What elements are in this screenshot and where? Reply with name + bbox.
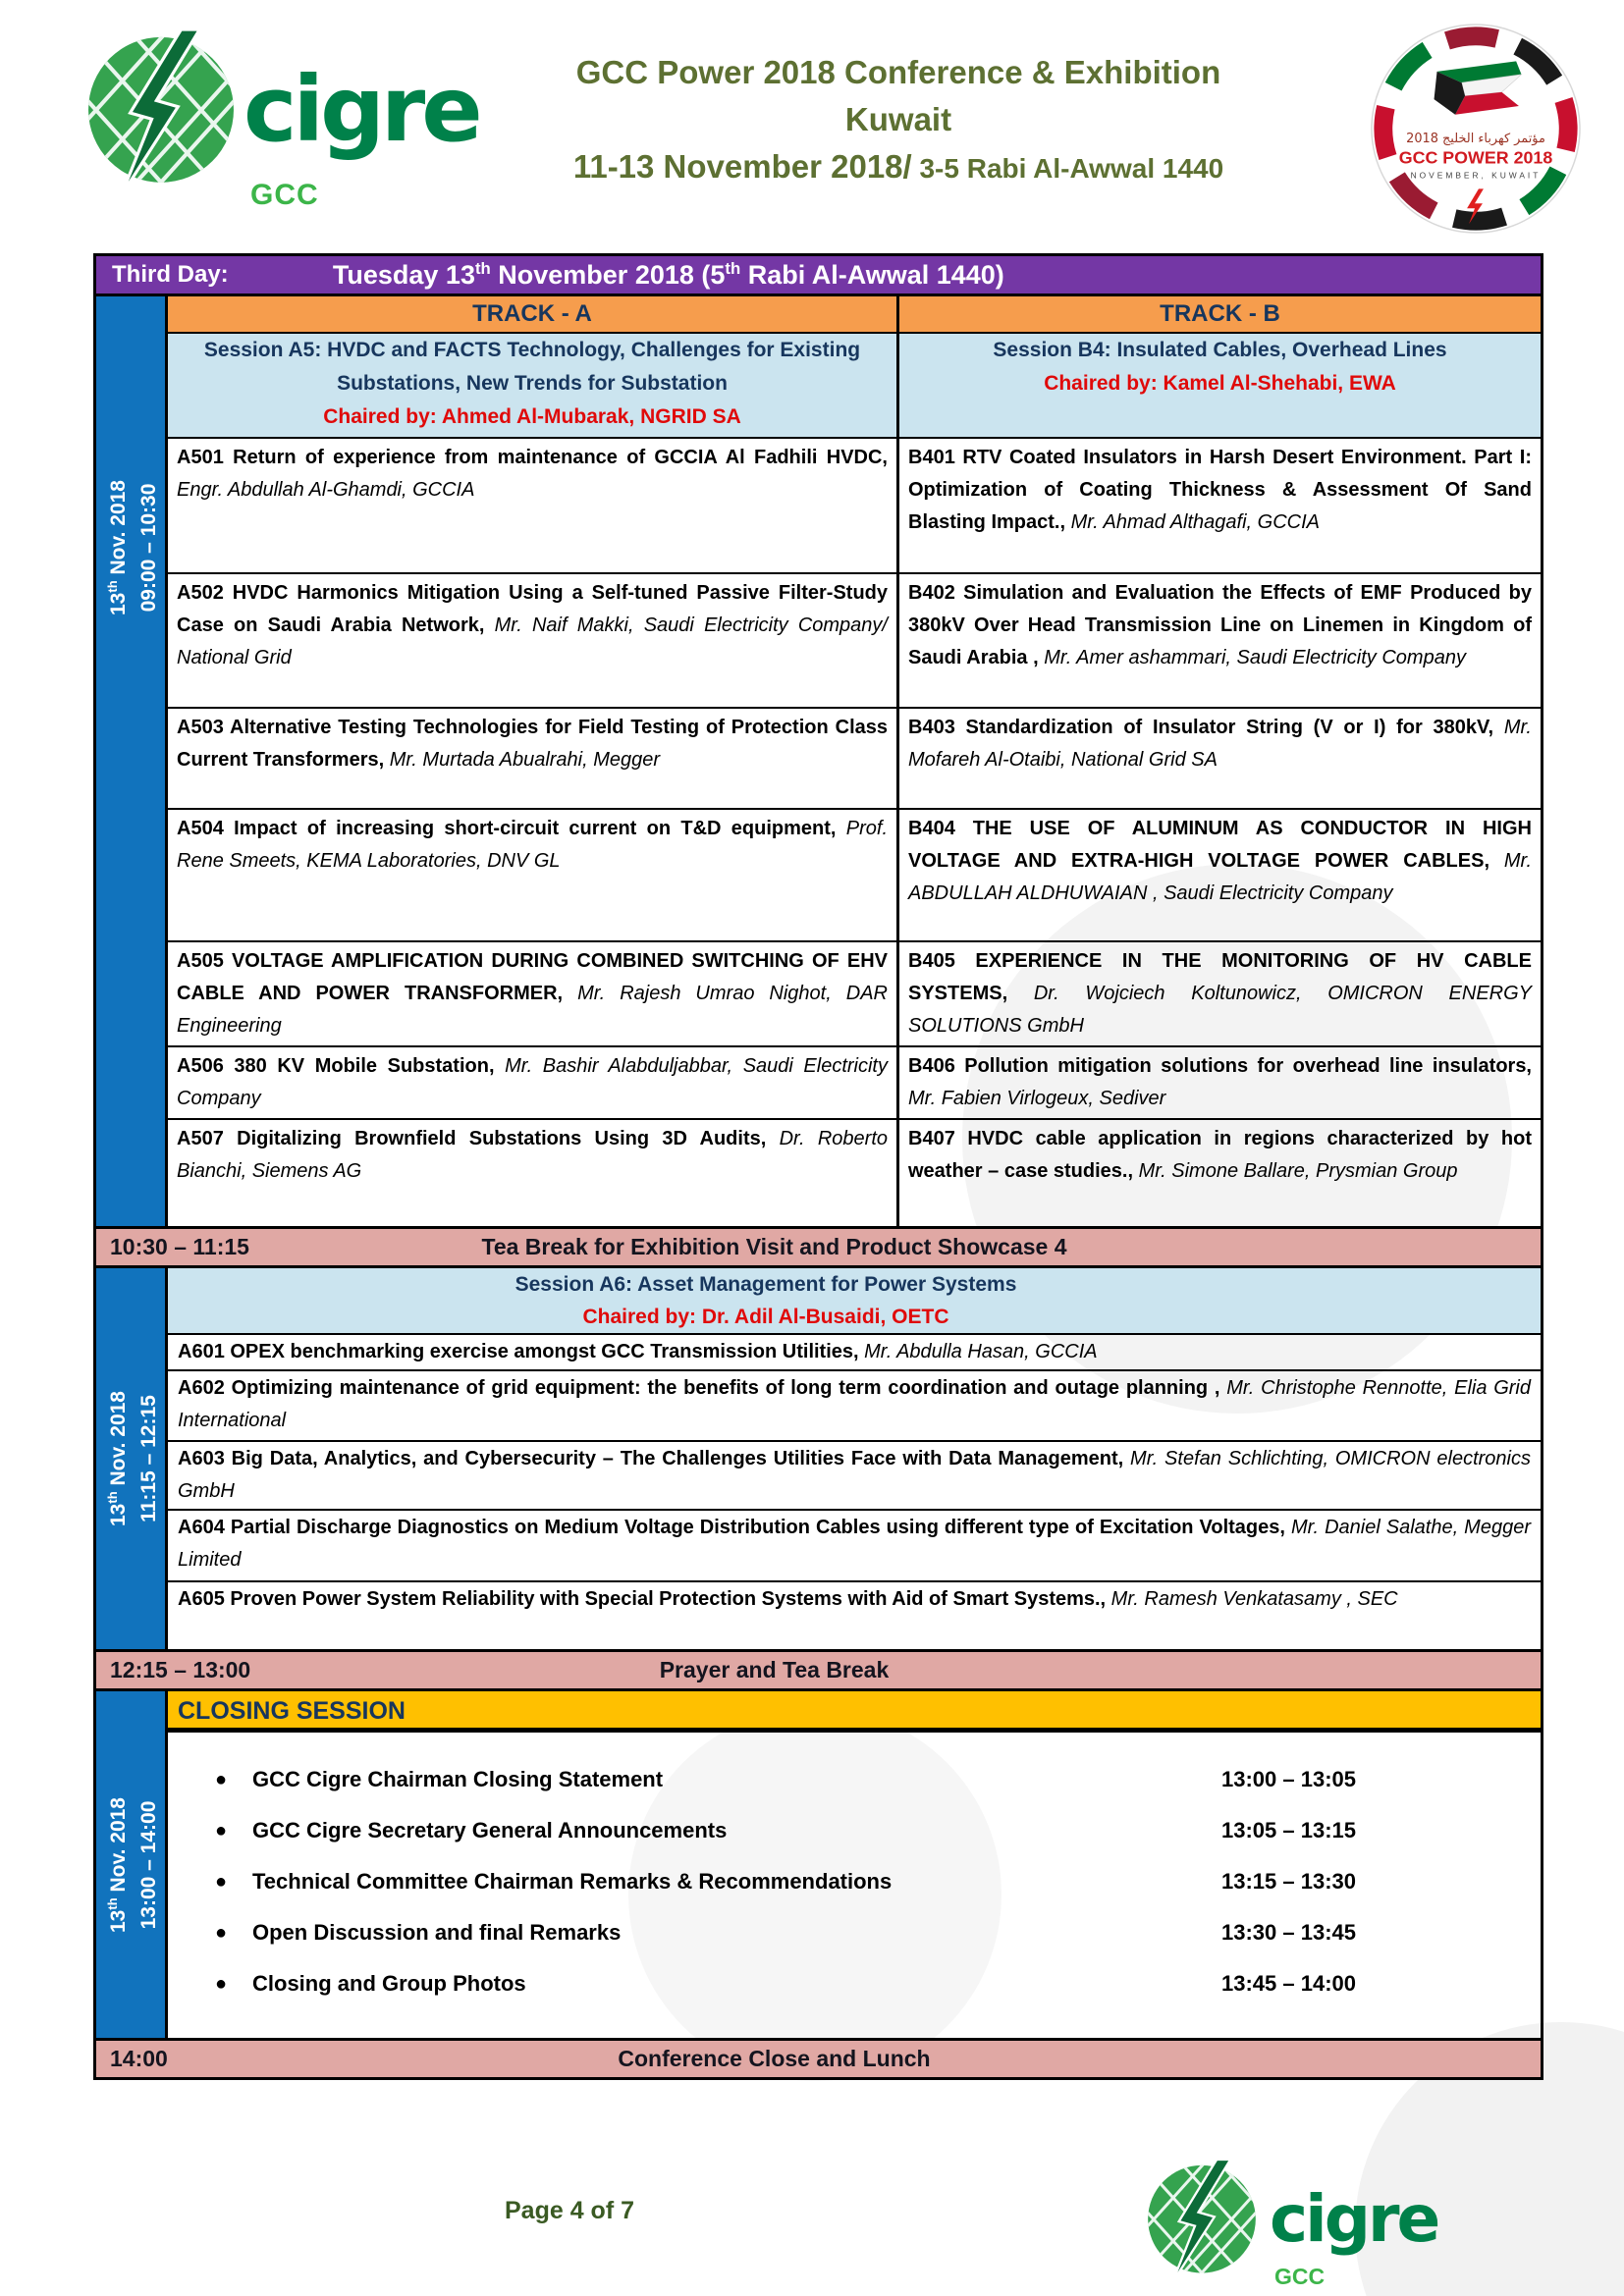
- morning-content: [168, 296, 1541, 1226]
- paper-speaker: Mr. Amer ashammari, Saudi Electricity Company: [1038, 647, 1466, 668]
- conference-dates: [476, 143, 1321, 192]
- closing-item-label: GCC Cigre Secretary General Announcements: [252, 1818, 728, 1842]
- session-b4-header: [899, 334, 1541, 437]
- paper-b404: [899, 810, 1541, 940]
- paper-speaker: Mr. Ahmad Althagafi, GCCIA: [1065, 511, 1321, 533]
- sidebar-date: 13th Nov. 2018: [105, 1391, 130, 1526]
- cigre-globe-icon: [83, 29, 239, 196]
- paper-a503: [168, 709, 899, 808]
- paper-a601: [168, 1333, 1541, 1369]
- break-time: 14:00: [110, 2046, 168, 2071]
- closing-item-label: Technical Committee Chairman Remarks & Recommendations: [252, 1869, 893, 1894]
- paper-speaker: Mr. Ramesh Venkatasamy , SEC: [1106, 1588, 1398, 1610]
- paper-title: B407 HVDC cable application in regions characterized by hot weather – case studies.,: [908, 1128, 1532, 1182]
- closing-item-time: 13:30 – 13:45: [1221, 1920, 1356, 1945]
- gregorian-dates: 11-13 November 2018/: [572, 148, 912, 185]
- paper-a506: [168, 1047, 899, 1118]
- conference-title: GCC Power 2018 Conference & Exhibition: [575, 54, 1221, 90]
- paper-speaker: Mr. Mofareh Al-Otaibi, National Grid SA: [908, 717, 1532, 771]
- paper-title: B405 EXPERIENCE IN THE MONITORING OF HV CABLE SYSTEMS,: [908, 950, 1532, 1004]
- bullet-icon: ●: [215, 1973, 228, 1995]
- break-label: Tea Break for Exhibition Visit and Product Showcase 4: [481, 1234, 1067, 1259]
- paper-title: A506 380 KV Mobile Substation,: [177, 1055, 495, 1077]
- schedule-table: [93, 253, 1543, 2080]
- bullet-icon: ●: [215, 1820, 228, 1842]
- paper-row: [168, 940, 1541, 1045]
- paper-speaker: Mr. Naif Makki, Saudi Electricity Company/ National Grid: [177, 614, 888, 668]
- page-title: [476, 49, 1321, 192]
- paper-speaker: Mr. Simone Ballare, Prysmian Group: [1133, 1160, 1458, 1182]
- paper-row: [168, 572, 1541, 707]
- paper-title: A603 Big Data, Analytics, and Cybersecurity – The Challenges Utilities Face with Data Management,: [178, 1448, 1124, 1469]
- closing-content: [168, 1691, 1541, 2038]
- prayer-break-row: [96, 1649, 1541, 1688]
- paper-a505: [168, 942, 899, 1045]
- session-a5-chair: Chaired by: Ahmed Al-Mubarak, NGRID SA: [323, 405, 741, 428]
- paper-title: A605 Proven Power System Reliability with Special Protection Systems with Aid of Smart Systems.,: [178, 1588, 1107, 1610]
- paper-title: A501 Return of experience from maintenance of GCCIA Al Fadhili HVDC,: [177, 447, 888, 468]
- emblem-subtitle-text: NOVEMBER, KUWAIT: [1410, 170, 1542, 181]
- paper-b402: [899, 574, 1541, 707]
- session-a6-content: [168, 1268, 1541, 1649]
- session-a5-title: Session A5: HVDC and FACTS Technology, Challenges for Existing Substations, New Trends for Substation: [203, 339, 861, 395]
- day-title: Tuesday 13th November 2018 (5th Rabi Al-Awwal 1440): [332, 259, 1004, 290]
- day-banner: [96, 256, 1541, 294]
- paper-title: B406 Pollution mitigation solutions for overhead line insulators,: [908, 1055, 1532, 1077]
- break-time: 12:15 – 13:00: [110, 1657, 251, 1682]
- conference-close-row: [96, 2038, 1541, 2077]
- session-header-row: [168, 332, 1541, 437]
- day-label: Third Day:: [112, 261, 229, 288]
- cigre-wordmark: cigre: [244, 57, 479, 162]
- paper-a507: [168, 1120, 899, 1226]
- morning-section: [96, 294, 1541, 1226]
- sidebar-rotated-text: [97, 1797, 164, 1933]
- session-a6-section: [96, 1265, 1541, 1649]
- paper-speaker: Mr. Abdulla Hasan, GCCIA: [858, 1341, 1098, 1362]
- paper-title: B402 Simulation and Evaluation the Effects of EMF Produced by 380kV Over Head Transmission Line on Linemen in Kingdom of Saudi Arabia ,: [908, 582, 1532, 668]
- cigre-gcc-label: GCC: [250, 179, 319, 211]
- paper-speaker: Mr. Christophe Rennotte, Elia Grid International: [178, 1377, 1531, 1431]
- paper-speaker: Engr. Abdullah Al-Ghamdi, GCCIA: [177, 479, 475, 501]
- paper-speaker: Mr. Stefan Schlichting, OMICRON electronics GmbH: [178, 1448, 1531, 1502]
- hijri-dates: 3-5 Rabi Al-Awwal 1440: [911, 153, 1224, 184]
- bullet-icon: ●: [215, 1769, 228, 1790]
- closing-agenda-list: [168, 1731, 1541, 2038]
- paper-title: A502 HVDC Harmonics Mitigation Using a Self-tuned Passive Filter-Study Case on Saudi Arabia Network,: [177, 582, 888, 636]
- sidebar-rotated-text: [97, 480, 164, 615]
- closing-item: [215, 1866, 1393, 1897]
- paper-a504: [168, 810, 899, 940]
- gcc-power-2018-logo: [1369, 22, 1583, 236]
- break-time: 10:30 – 11:15: [110, 1234, 249, 1259]
- sidebar-date: 13th Nov. 2018: [105, 479, 130, 615]
- paper-a605: [168, 1580, 1541, 1649]
- session-a5-header: [168, 334, 899, 437]
- closing-item-label: Open Discussion and final Remarks: [252, 1920, 622, 1945]
- paper-title: A504 Impact of increasing short-circuit current on T&D equipment,: [177, 818, 837, 839]
- closing-item-label: Closing and Group Photos: [252, 1971, 526, 1996]
- sidebar-date: 13th Nov. 2018: [105, 1796, 130, 1933]
- paper-a501: [168, 439, 899, 572]
- paper-speaker: Dr. Roberto Bianchi, Siemens AG: [177, 1128, 888, 1182]
- sidebar-rotated-text: [97, 1391, 164, 1526]
- closing-section: [96, 1688, 1541, 2038]
- break-label: Prayer and Tea Break: [659, 1657, 890, 1682]
- paper-a603: [168, 1440, 1541, 1509]
- paper-speaker: Dr. Wojciech Koltunowicz, OMICRON ENERGY SOLUTIONS GmbH: [908, 983, 1532, 1037]
- paper-speaker: Mr. Murtada Abualrahi, Megger: [384, 749, 661, 771]
- footer-cigre-gcc-logo: [1144, 2160, 1556, 2287]
- closing-item: [215, 1764, 1393, 1795]
- session-a6-title: Session A6: Asset Management for Power Systems: [514, 1273, 1017, 1296]
- closing-item: [215, 1968, 1393, 2000]
- document-header: [0, 22, 1624, 252]
- paper-row: [168, 808, 1541, 940]
- sidebar-date-time-morning: [96, 296, 168, 1226]
- cigre-gcc-label: GCC: [1274, 2264, 1326, 2289]
- paper-title: A507 Digitalizing Brownfield Substations Using 3D Audits,: [177, 1128, 767, 1149]
- paper-row: [168, 1118, 1541, 1226]
- track-a-header: TRACK - A: [168, 296, 899, 332]
- paper-title: A601 OPEX benchmarking exercise amongst GCC Transmission Utilities,: [178, 1341, 859, 1362]
- paper-a502: [168, 574, 899, 707]
- paper-b403: [899, 709, 1541, 808]
- paper-speaker: Prof. Rene Smeets, KEMA Laboratories, DNV GL: [177, 818, 888, 872]
- bullet-icon: ●: [215, 1922, 228, 1944]
- paper-title: B401 RTV Coated Insulators in Harsh Desert Environment. Part I: Optimization of Coating Thickness & Assessment Of Sand Blasting Impact.,: [908, 447, 1532, 533]
- session-b4-title: Session B4: Insulated Cables, Overhead Lines: [993, 339, 1447, 361]
- track-b-header: TRACK - B: [899, 296, 1541, 332]
- sidebar-time: 13:00 – 14:00: [137, 1800, 160, 1929]
- cigre-wordmark: cigre: [1270, 2181, 1438, 2257]
- paper-a602: [168, 1369, 1541, 1440]
- paper-b401: [899, 439, 1541, 572]
- paper-row: [168, 1045, 1541, 1118]
- paper-speaker: Mr. Rajesh Umrao Nighot, DAR Engineering: [177, 983, 889, 1037]
- paper-title: A505 VOLTAGE AMPLIFICATION DURING COMBINED SWITCHING OF EHV CABLE AND POWER TRANSFORMER,: [177, 950, 888, 1004]
- cigre-gcc-logo: [83, 29, 479, 236]
- cigre-globe-icon: [1144, 2160, 1260, 2283]
- track-header-row: [168, 296, 1541, 332]
- break-label: Conference Close and Lunch: [618, 2046, 931, 2071]
- paper-speaker: Mr. Daniel Salathe, Megger Limited: [178, 1517, 1531, 1571]
- page-number: Page 4 of 7: [505, 2197, 634, 2224]
- sidebar-time: 11:15 – 12:15: [137, 1395, 160, 1522]
- paper-title: A602 Optimizing maintenance of grid equipment: the benefits of long term coordination and outage planning ,: [178, 1377, 1220, 1399]
- emblem-title-text: GCC POWER 2018: [1398, 147, 1553, 168]
- paper-title: A604 Partial Discharge Diagnostics on Medium Voltage Distribution Cables using different type of Excitation Voltages,: [178, 1517, 1285, 1538]
- emblem-arabic-text: مؤتمر كهرباء الخليج 2018: [1406, 131, 1545, 146]
- paper-b406: [899, 1047, 1541, 1118]
- closing-item-time: 13:15 – 13:30: [1221, 1869, 1356, 1894]
- session-a6-header: [168, 1268, 1541, 1333]
- paper-title: B404 THE USE OF ALUMINUM AS CONDUCTOR IN HIGH VOLTAGE AND EXTRA-HIGH VOLTAGE POWER CABLES,: [908, 818, 1532, 872]
- paper-speaker: Mr. Fabien Virlogeux, Sediver: [908, 1088, 1166, 1109]
- closing-item-time: 13:00 – 13:05: [1221, 1767, 1356, 1791]
- paper-a604: [168, 1509, 1541, 1580]
- bullet-icon: ●: [215, 1871, 228, 1893]
- sidebar-time: 09:00 – 10:30: [137, 483, 160, 613]
- sidebar-date-time-a6: [96, 1268, 168, 1649]
- conference-location: Kuwait: [844, 101, 952, 137]
- sidebar-date-time-closing: [96, 1691, 168, 2038]
- paper-b405: [899, 942, 1541, 1045]
- closing-item-label: GCC Cigre Chairman Closing Statement: [252, 1767, 664, 1791]
- closing-item: [215, 1815, 1393, 1846]
- closing-item: [215, 1917, 1393, 1949]
- paper-speaker: Mr. ABDULLAH ALDHUWAIAN , Saudi Electricity Company: [908, 850, 1532, 904]
- closing-item-time: 13:05 – 13:15: [1221, 1818, 1356, 1842]
- paper-row: [168, 437, 1541, 572]
- closing-session-header: CLOSING SESSION: [168, 1691, 1541, 1731]
- paper-speaker: Mr. Bashir Alabduljabbar, Saudi Electricity Company: [177, 1055, 888, 1109]
- tea-break-row: [96, 1226, 1541, 1265]
- session-a6-chair: Chaired by: Dr. Adil Al-Busaidi, OETC: [582, 1306, 949, 1328]
- paper-title: B403 Standardization of Insulator String (V or I) for 380kV,: [908, 717, 1494, 738]
- paper-b407: [899, 1120, 1541, 1226]
- closing-item-time: 13:45 – 14:00: [1221, 1971, 1356, 1996]
- session-b4-chair: Chaired by: Kamel Al-Shehabi, EWA: [1044, 372, 1396, 395]
- paper-title: A503 Alternative Testing Technologies for Field Testing of Protection Class Current Transformers,: [177, 717, 888, 771]
- paper-row: [168, 707, 1541, 808]
